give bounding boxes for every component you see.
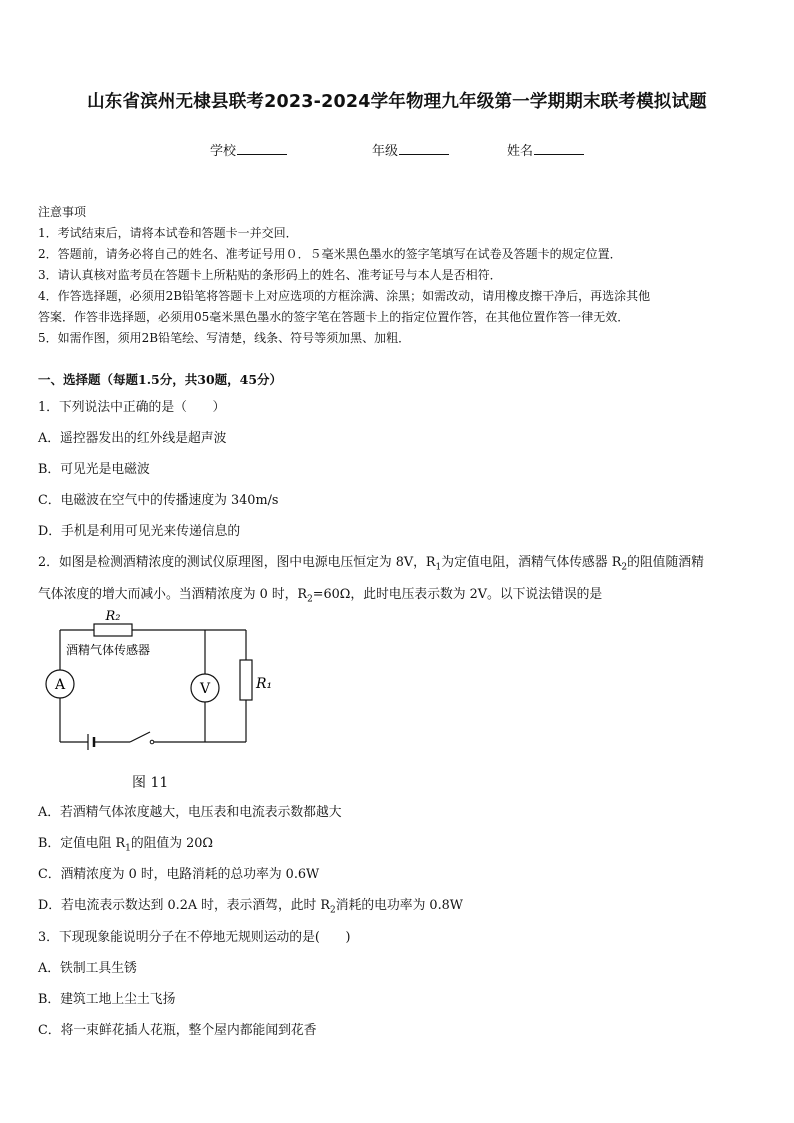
r1-resistor [240, 660, 252, 700]
notice-item: 5．如需作图，须用2B铅笔绘、写清楚，线条、符号等须加黑、加粗． [38, 331, 411, 345]
q1-option-b: B．可见光是电磁波 [38, 462, 150, 477]
q3-option-c: C．将一束鲜花插人花瓶，整个屋内都能闻到花香 [38, 1023, 317, 1038]
q2-text: D．若电流表示数达到 0.2A 时，表示酒驾，此时 R [38, 898, 331, 913]
switch-contact [150, 740, 154, 744]
q2-text: B．定值电阻 R [38, 836, 126, 851]
q2-text: 气体浓度的增大而减小。当酒精浓度为 0 时，R [38, 587, 308, 602]
voltmeter-label: V [199, 681, 211, 697]
q2-text: =60Ω，此时电压表示数为 2V。以下说法错误的是 [312, 587, 603, 602]
subscript: 2 [307, 594, 313, 605]
school-blank[interactable] [237, 142, 287, 155]
notice-item: 3．请认真核对监考员在答题卡上所粘贴的条形码上的姓名、准考证号与本人是否相符． [38, 268, 502, 282]
notice-heading: 注意事项 [38, 205, 87, 219]
sensor-label: 酒精气体传感器 [66, 643, 151, 657]
q1-option-d: D．手机是利用可见光来传递信息的 [38, 524, 241, 539]
grade-field [372, 140, 449, 159]
q2-stem-line2 [38, 583, 602, 605]
q3-stem: 3．下现现象能说明分子在不停地无规则运动的是( ) [38, 930, 351, 945]
ammeter-label: A [54, 677, 66, 693]
grade-blank[interactable] [399, 142, 449, 155]
school-field [210, 140, 287, 159]
notice-item: 4．作答选择题，必须用2B铅笔将答题卡上对应选项的方框涂满、涂黑；如需改动，请用橡皮擦干净后，再选涂其他 [38, 289, 651, 303]
notice-item: 2．答题前，请务必将自己的姓名、准考证号用０．５毫米黑色墨水的签字笔填写在试卷及答题卡的规定位置． [38, 247, 622, 261]
notice-item: 答案．作答非选择题，必须用05毫米黑色墨水的签字笔在答题卡上的指定位置作答，在其他位置作答一律无效． [38, 310, 630, 324]
page-title: 山东省滨州无棣县联考2023-2024学年物理九年级第一学期期末联考模拟试题 [87, 92, 707, 112]
q2-option-d [38, 894, 463, 916]
subscript: 1 [435, 562, 442, 573]
school-label: 学校 [210, 144, 237, 159]
grade-label: 年级 [372, 144, 399, 159]
q2-option-c: C．酒精浓度为 0 时，电路消耗的总功率为 0.6W [38, 867, 320, 882]
subscript: 2 [330, 905, 336, 916]
subscript: 1 [125, 843, 131, 854]
name-field [507, 140, 584, 159]
subscript: 2 [621, 562, 628, 573]
q3-option-a: A．铁制工具生锈 [38, 961, 137, 976]
q1-stem: 1．下列说法中正确的是（ ） [38, 400, 226, 415]
q2-text: 消耗的电功率为 0.8W [335, 898, 463, 913]
circuit-diagram [38, 606, 288, 756]
figure-caption: 图 11 [132, 775, 169, 791]
q3-option-b: B．建筑工地上尘土飞扬 [38, 992, 176, 1007]
name-blank[interactable] [534, 142, 584, 155]
q2-text: 为定值电阻，酒精气体传感器 R [441, 555, 622, 570]
q1-option-c: C．电磁波在空气中的传播速度为 340m/s [38, 493, 279, 508]
r2-resistor [94, 624, 132, 636]
r2-label: R₂ [105, 609, 121, 624]
name-label: 姓名 [507, 144, 534, 159]
q2-option-a: A．若酒精气体浓度越大，电压表和电流表示数都越大 [38, 805, 342, 820]
switch-icon [130, 732, 150, 742]
q2-stem-line1 [38, 551, 704, 573]
q1-option-a: A．遥控器发出的红外线是超声波 [38, 431, 227, 446]
notice-item: 1．考试结束后，请将本试卷和答题卡一并交回． [38, 226, 298, 240]
q2-option-b [38, 832, 213, 854]
q2-text: 的阻值为 20Ω [130, 836, 213, 851]
r1-label: R₁ [256, 676, 273, 692]
section-heading: 一、选择题（每题1.5分，共30题，45分） [38, 372, 283, 387]
q2-text: 的阻值随酒精 [627, 555, 704, 570]
q2-text: 2．如图是检测酒精浓度的测试仪原理图，图中电源电压恒定为 8V，R [38, 555, 436, 570]
